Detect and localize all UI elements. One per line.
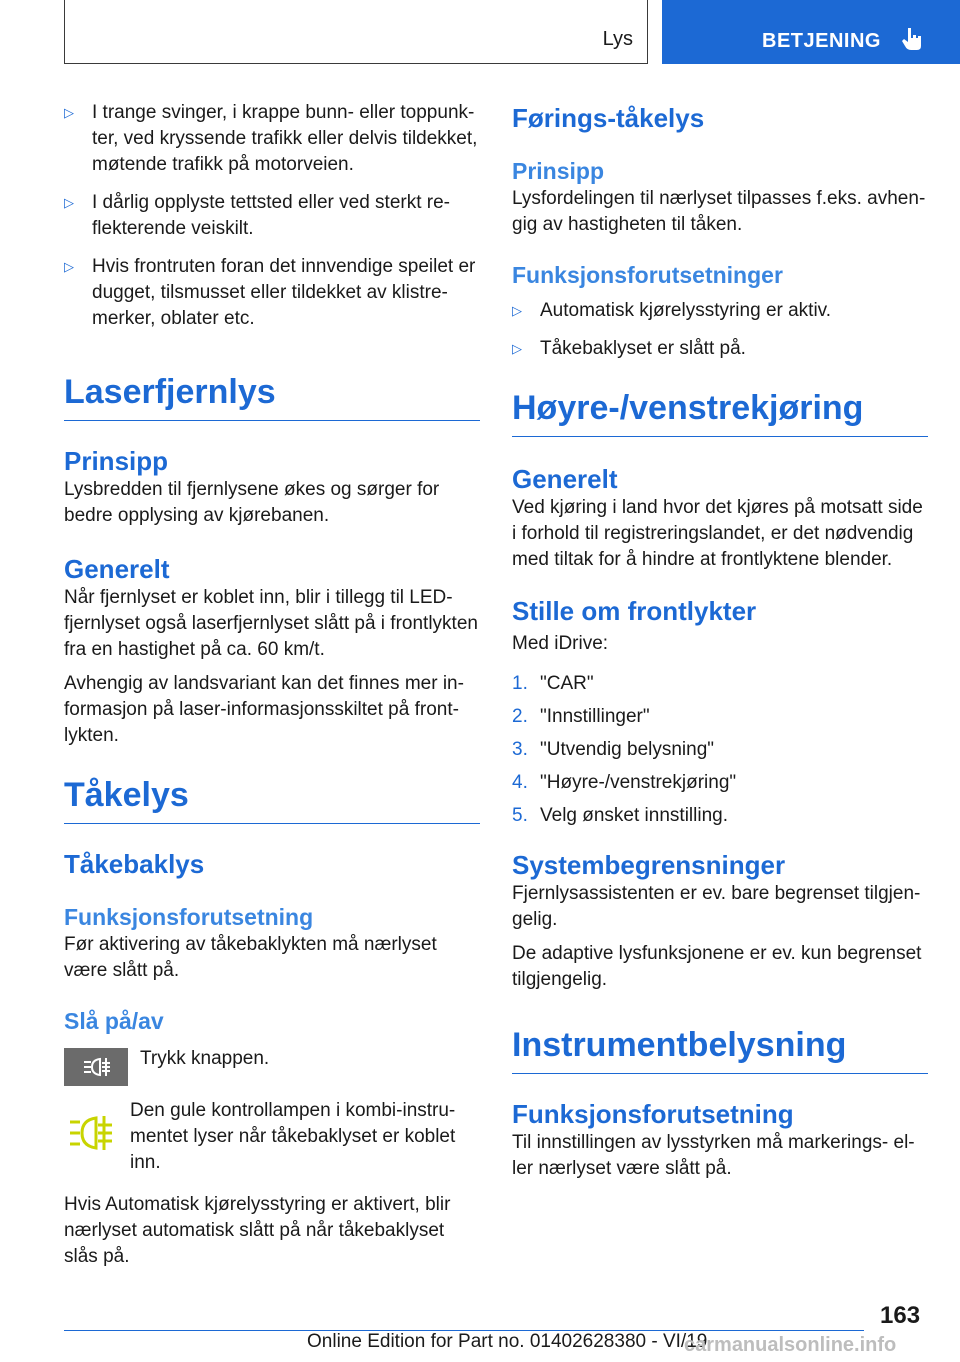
header-section-title: Lys xyxy=(602,28,633,50)
subheading-sla-pa-av: Slå på/av xyxy=(64,1008,164,1034)
rear-fog-light-indicator-icon xyxy=(64,1112,128,1156)
header-chapter-tab xyxy=(662,0,960,64)
subheading-forings-taakelys: Førings-tåkelys xyxy=(512,103,705,133)
paragraph: Fjernlysassistenten er ev. bare begrenset tilgjen-gelig. xyxy=(512,883,921,930)
list-item-text: Tåkebaklyset er slått på. xyxy=(540,338,746,359)
subheading-funksjonsforutsetning: Funksjonsforutsetning xyxy=(512,1099,794,1129)
subheading-systembegrensninger: Systembegrensninger xyxy=(512,850,786,880)
triangle-bullet-icon: ▷ xyxy=(64,105,74,120)
paragraph: Når fjernlyset er koblet inn, blir i tillegg til LED-fjernlyset også laserfjernlyset slått på i frontlykten fra en hastighet på ca. 60 km/t. xyxy=(64,587,478,660)
list-item-text: I dårlig opplyste tettsted eller ved sterkt re-flekterende veiskilt. xyxy=(92,192,450,239)
list-item-text: I trange svinger, i krappe bunn- eller toppunk-ter, ved kryssende trafikk eller delvis tildekket, møtende trafikk på motorveien. xyxy=(92,102,478,175)
paragraph: Hvis Automatisk kjørelysstyring er aktivert, blir nærlyset automatisk slått på når tåkebaklyset slås på. xyxy=(64,1194,451,1267)
step-text: Velg ønsket innstilling. xyxy=(540,805,728,826)
list-item-text: Hvis frontruten foran det innvendige speilet er dugget, tilsmusset eller tildekket av klistre-merker, oblater etc. xyxy=(92,256,476,329)
step-text: "Innstillinger" xyxy=(540,706,650,727)
step-text: "Utvendig belysning" xyxy=(540,739,715,760)
indicator-instruction-text: Den gule kontrollampen i kombi-instru-mentet lyser når tåkebaklyset er koblet inn. xyxy=(130,1100,456,1173)
page-number: 163 xyxy=(880,1302,921,1329)
paragraph: Til innstillingen av lysstyrken må markerings- el-ler nærlyset være slått på. xyxy=(512,1132,915,1179)
paragraph: De adaptive lysfunksjonene er ev. kun begrenset tilgjengelig. xyxy=(512,943,922,990)
paragraph: Avhengig av landsvariant kan det finnes mer in-formasjon på laser-informasjonsskiltet på front-lykten. xyxy=(64,673,464,746)
step-number: 5. xyxy=(512,805,528,826)
step-item xyxy=(512,704,928,730)
subheading-stille-om-frontlykter: Stille om frontlykter xyxy=(512,596,757,626)
paragraph: Med iDrive: xyxy=(512,633,609,654)
list-item xyxy=(512,298,928,324)
right-column xyxy=(512,100,928,1182)
subheading-funksjonsforutsetning: Funksjonsforutsetning xyxy=(64,904,314,930)
list-item xyxy=(512,336,928,362)
button-instruction-text: Trykk knappen. xyxy=(140,1048,270,1069)
left-column xyxy=(64,100,480,1270)
step-number: 1. xyxy=(512,673,528,694)
section-heading-hoyre-venstrekjoring: Høyre-/venstrekjøring xyxy=(512,388,928,437)
triangle-bullet-icon: ▷ xyxy=(512,303,522,318)
watermark: carmanualsonline.info xyxy=(684,1334,897,1356)
subheading-prinsipp: Prinsipp xyxy=(512,158,605,184)
step-number: 4. xyxy=(512,772,528,793)
step-number: 3. xyxy=(512,739,528,760)
paragraph: Lysbredden til fjernlysene økes og sørger for bedre opplysing av kjørebanen. xyxy=(64,479,440,526)
header-section-box xyxy=(64,0,648,64)
rear-fog-light-button-icon xyxy=(64,1048,128,1086)
subheading-funksjonsforutsetninger: Funksjonsforutsetninger xyxy=(512,262,783,288)
indicator-instruction xyxy=(64,1098,480,1176)
paragraph: Lysfordelingen til nærlyset tilpasses f.eks. avhen-gig av hastigheten til tåken. xyxy=(512,188,926,235)
list-item xyxy=(64,190,480,242)
triangle-bullet-icon: ▷ xyxy=(64,195,74,210)
list-item xyxy=(64,100,480,178)
footer-edition-text: Online Edition for Part no. 01402628380 - VI/19 xyxy=(307,1331,708,1352)
button-instruction xyxy=(64,1046,480,1086)
section-heading-instrumentbelysning: Instrumentbelysning xyxy=(512,1025,928,1074)
list-item-text: Automatisk kjørelysstyring er aktiv. xyxy=(540,300,832,321)
step-item xyxy=(512,671,928,697)
triangle-bullet-icon: ▷ xyxy=(512,341,522,356)
step-text: "CAR" xyxy=(540,673,594,694)
step-number: 2. xyxy=(512,706,528,727)
step-item xyxy=(512,803,928,829)
header-chapter-title: BETJENING xyxy=(762,30,881,52)
subheading-prinsipp: Prinsipp xyxy=(64,446,169,476)
subheading-taakebaklys: Tåkebaklys xyxy=(64,849,205,879)
subheading-generelt: Generelt xyxy=(512,464,618,494)
section-heading-taakelys: Tåkelys xyxy=(64,775,480,824)
subheading-generelt: Generelt xyxy=(64,554,170,584)
paragraph: Før aktivering av tåkebaklykten må nærlyset være slått på. xyxy=(64,934,437,981)
step-text: "Høyre-/venstrekjøring" xyxy=(540,772,737,793)
section-heading-laserfjernlys: Laserfjernlys xyxy=(64,372,480,421)
step-item xyxy=(512,770,928,796)
list-item xyxy=(64,254,480,332)
hand-pointer-icon xyxy=(898,24,926,52)
paragraph: Ved kjøring i land hvor det kjøres på motsatt side i forhold til registreringslandet, er det nødvendig med tiltak for å hindre at frontlyktene blender. xyxy=(512,497,923,570)
triangle-bullet-icon: ▷ xyxy=(64,259,74,274)
step-item xyxy=(512,737,928,763)
